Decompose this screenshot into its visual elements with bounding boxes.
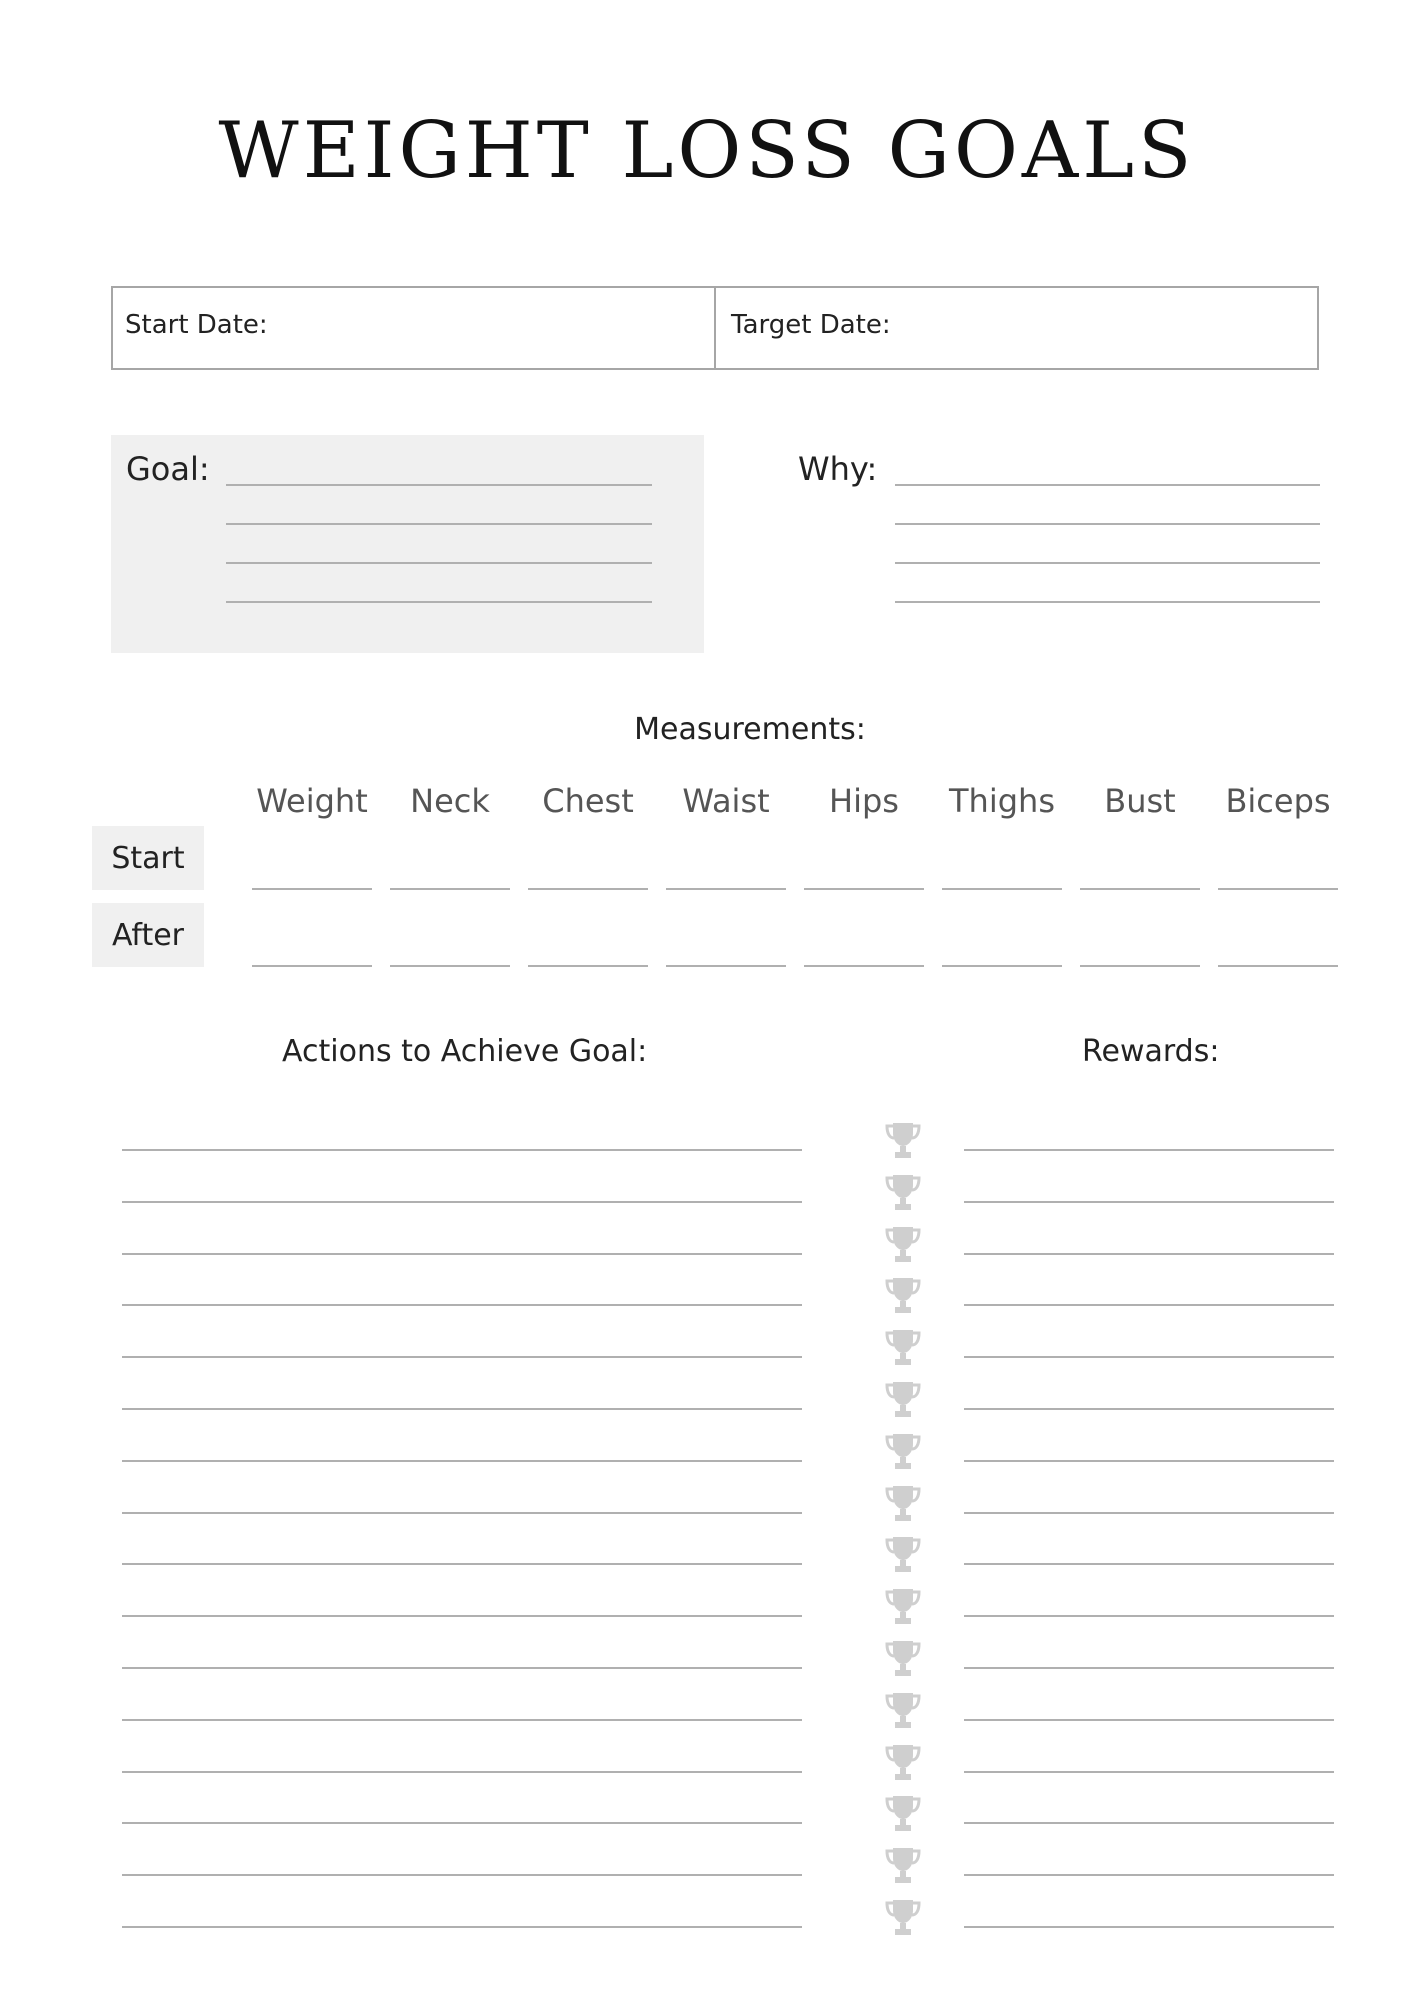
measurement-column-waist: Waist <box>682 782 770 820</box>
trophy-icon <box>885 1535 921 1575</box>
trophy-icon <box>885 1173 921 1213</box>
reward-line[interactable] <box>964 1822 1334 1824</box>
trophy-icon <box>885 1691 921 1731</box>
actions-heading: Actions to Achieve Goal: <box>282 1034 648 1069</box>
why-line[interactable] <box>895 523 1320 525</box>
measurement-field[interactable] <box>528 965 648 967</box>
action-line[interactable] <box>122 1253 802 1255</box>
reward-line[interactable] <box>964 1201 1334 1203</box>
reward-line[interactable] <box>964 1563 1334 1565</box>
trophy-icon <box>885 1484 921 1524</box>
goal-line[interactable] <box>226 601 652 603</box>
target-date-label: Target Date: <box>731 310 891 340</box>
measurement-column-bust: Bust <box>1104 782 1176 820</box>
measurement-field[interactable] <box>1218 965 1338 967</box>
goal-line[interactable] <box>226 484 652 486</box>
measurement-field[interactable] <box>804 965 924 967</box>
reward-line[interactable] <box>964 1926 1334 1928</box>
action-line[interactable] <box>122 1615 802 1617</box>
reward-line[interactable] <box>964 1356 1334 1358</box>
reward-line[interactable] <box>964 1615 1334 1617</box>
action-line[interactable] <box>122 1926 802 1928</box>
action-line[interactable] <box>122 1408 802 1410</box>
dates-box <box>111 286 1319 370</box>
reward-line[interactable] <box>964 1667 1334 1669</box>
page-title: WEIGHT LOSS GOALS <box>218 106 1196 196</box>
trophy-icon <box>885 1794 921 1834</box>
action-line[interactable] <box>122 1512 802 1514</box>
reward-line[interactable] <box>964 1512 1334 1514</box>
measurement-column-neck: Neck <box>410 782 490 820</box>
trophy-icon <box>885 1743 921 1783</box>
measurement-field[interactable] <box>804 888 924 890</box>
why-label: Why: <box>798 450 878 488</box>
trophy-icon <box>885 1328 921 1368</box>
reward-line[interactable] <box>964 1304 1334 1306</box>
measurement-field[interactable] <box>1080 965 1200 967</box>
measurement-row-start: Start <box>92 826 204 890</box>
action-line[interactable] <box>122 1201 802 1203</box>
measurement-column-weight: Weight <box>256 782 368 820</box>
trophy-icon <box>885 1898 921 1938</box>
action-line[interactable] <box>122 1460 802 1462</box>
measurement-field[interactable] <box>942 965 1062 967</box>
reward-line[interactable] <box>964 1460 1334 1462</box>
measurement-field[interactable] <box>1080 888 1200 890</box>
measurement-field[interactable] <box>252 965 372 967</box>
why-line[interactable] <box>895 562 1320 564</box>
trophy-icon <box>885 1639 921 1679</box>
measurement-field[interactable] <box>666 965 786 967</box>
goal-line[interactable] <box>226 562 652 564</box>
measurement-column-hips: Hips <box>829 782 899 820</box>
why-line[interactable] <box>895 601 1320 603</box>
trophy-icon <box>885 1587 921 1627</box>
measurement-field[interactable] <box>252 888 372 890</box>
trophy-icon <box>885 1380 921 1420</box>
measurement-field[interactable] <box>1218 888 1338 890</box>
action-line[interactable] <box>122 1771 802 1773</box>
action-line[interactable] <box>122 1667 802 1669</box>
reward-line[interactable] <box>964 1408 1334 1410</box>
rewards-heading: Rewards: <box>1082 1034 1220 1069</box>
action-line[interactable] <box>122 1563 802 1565</box>
measurement-column-thighs: Thighs <box>949 782 1055 820</box>
measurement-field[interactable] <box>528 888 648 890</box>
start-date-label: Start Date: <box>125 310 268 340</box>
action-line[interactable] <box>122 1356 802 1358</box>
measurement-column-biceps: Biceps <box>1225 782 1331 820</box>
goal-line[interactable] <box>226 523 652 525</box>
measurement-field[interactable] <box>666 888 786 890</box>
measurement-column-chest: Chest <box>542 782 634 820</box>
trophy-icon <box>885 1121 921 1161</box>
why-line[interactable] <box>895 484 1320 486</box>
goal-label: Goal: <box>126 450 210 488</box>
action-line[interactable] <box>122 1719 802 1721</box>
trophy-icon <box>885 1276 921 1316</box>
trophy-icon <box>885 1846 921 1886</box>
reward-line[interactable] <box>964 1149 1334 1151</box>
action-line[interactable] <box>122 1304 802 1306</box>
measurement-field[interactable] <box>390 888 510 890</box>
trophy-icon <box>885 1432 921 1472</box>
reward-line[interactable] <box>964 1253 1334 1255</box>
reward-line[interactable] <box>964 1874 1334 1876</box>
measurement-field[interactable] <box>390 965 510 967</box>
measurement-field[interactable] <box>942 888 1062 890</box>
trophy-icon <box>885 1225 921 1265</box>
dates-divider <box>714 288 716 368</box>
reward-line[interactable] <box>964 1719 1334 1721</box>
measurement-row-after: After <box>92 903 204 967</box>
reward-line[interactable] <box>964 1771 1334 1773</box>
action-line[interactable] <box>122 1822 802 1824</box>
action-line[interactable] <box>122 1874 802 1876</box>
measurements-heading: Measurements: <box>634 712 866 747</box>
action-line[interactable] <box>122 1149 802 1151</box>
